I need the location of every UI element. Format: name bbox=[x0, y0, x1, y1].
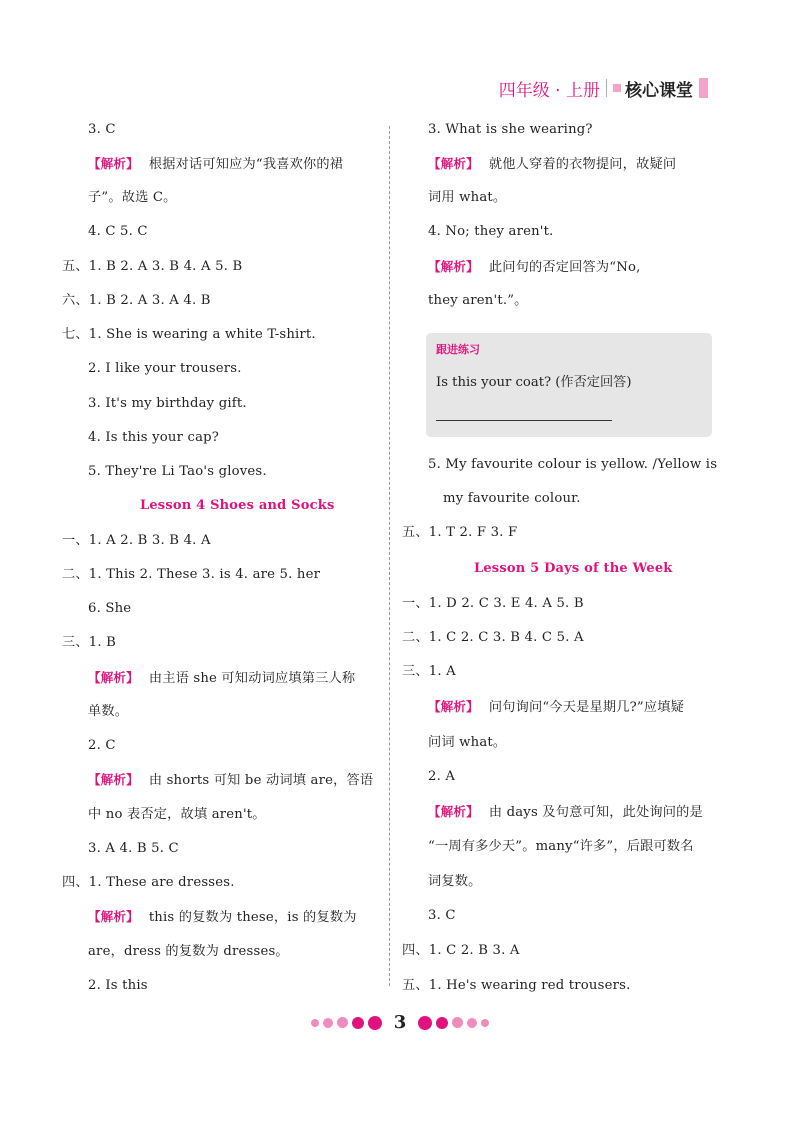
grade-label: 四年级 · 上册 bbox=[498, 80, 600, 101]
analysis-tag: 【解析】 bbox=[428, 699, 479, 714]
line-text: 一、1. D 2. C 3. E 4. A 5. B bbox=[402, 596, 584, 611]
dot-icon bbox=[311, 1019, 319, 1027]
line-text: 3. What is she wearing? bbox=[428, 122, 593, 137]
line-text: 七、1. She is wearing a white T-shirt. bbox=[62, 327, 316, 342]
dot-icon bbox=[368, 1016, 382, 1030]
answer-line bbox=[428, 837, 694, 857]
line-text: 词用 what。 bbox=[428, 190, 507, 205]
answer-line bbox=[88, 120, 116, 140]
practice-question: Is this your coat? (作否定回答) bbox=[436, 375, 632, 390]
analysis-line bbox=[88, 154, 343, 175]
analysis-line bbox=[428, 154, 676, 175]
dot-icon bbox=[323, 1018, 333, 1028]
line-text: 由 days 及句意可知，此处询问的是 bbox=[488, 805, 703, 820]
line-text: 4. Is this your cap? bbox=[88, 430, 220, 445]
analysis-line bbox=[428, 257, 641, 278]
line-text: 六、1. B 2. A 3. A 4. B bbox=[62, 293, 211, 308]
line-text: 三、1. B bbox=[62, 635, 117, 650]
header-accent-bar bbox=[699, 78, 708, 98]
line-text: 5. My favourite colour is yellow. /Yellow is bbox=[428, 457, 718, 472]
line-text: 五、1. B 2. A 3. B 4. A 5. B bbox=[62, 259, 243, 274]
line-text: 3. A 4. B 5. C bbox=[88, 841, 179, 856]
line-text: 四、1. These are dresses. bbox=[62, 875, 235, 890]
line-text: 2. I like your trousers. bbox=[88, 361, 242, 376]
answer-line bbox=[62, 565, 320, 585]
line-text: 单数。 bbox=[88, 704, 129, 719]
dot-icon bbox=[337, 1017, 348, 1028]
answer-line bbox=[402, 941, 520, 961]
answer-line bbox=[62, 325, 316, 345]
analysis-tag: 【解析】 bbox=[88, 156, 139, 171]
answer-line bbox=[88, 736, 116, 756]
line-text: 词复数。 bbox=[428, 874, 482, 889]
dot-icon bbox=[418, 1016, 432, 1030]
answer-line bbox=[428, 222, 554, 242]
line-text: my favourite colour. bbox=[443, 491, 581, 506]
answer-line bbox=[62, 531, 211, 551]
answer-line bbox=[88, 599, 131, 619]
answer-line bbox=[88, 359, 242, 379]
answer-line bbox=[62, 633, 116, 653]
line-text: are，dress 的复数为 dresses。 bbox=[88, 944, 289, 959]
line-text: 问词 what。 bbox=[428, 735, 507, 750]
line-text: 由主语 she 可知动词应填第三人称 bbox=[148, 671, 356, 686]
answer-line bbox=[88, 222, 148, 242]
analysis-tag: 【解析】 bbox=[88, 909, 139, 924]
answer-line bbox=[402, 523, 517, 543]
analysis-tag: 【解析】 bbox=[428, 804, 479, 819]
answer-line bbox=[428, 455, 717, 475]
answer-line bbox=[62, 873, 235, 893]
line-text: 就他人穿着的衣物提问，故疑问 bbox=[488, 157, 677, 172]
line-text: 此问句的否定回答为“No, bbox=[488, 260, 641, 275]
square-bullet-icon bbox=[613, 84, 621, 92]
column-divider bbox=[389, 126, 390, 986]
dot-icon bbox=[481, 1019, 489, 1027]
answer-line bbox=[402, 628, 584, 648]
answer-line bbox=[402, 594, 584, 614]
answer-line bbox=[88, 805, 266, 825]
header-separator bbox=[606, 79, 607, 97]
analysis-line bbox=[428, 802, 703, 823]
lesson-title: Lesson 5 Days of the Week bbox=[474, 561, 673, 576]
line-text: this 的复数为 these，is 的复数为 bbox=[148, 910, 357, 925]
line-text: they aren't.”。 bbox=[428, 293, 528, 308]
lesson-heading bbox=[474, 559, 673, 579]
line-text: 二、1. C 2. C 3. B 4. C 5. A bbox=[402, 630, 584, 645]
answer-line bbox=[402, 976, 630, 996]
answer-line bbox=[88, 839, 179, 859]
answer-line bbox=[88, 462, 267, 482]
analysis-line bbox=[88, 668, 355, 689]
analysis-line bbox=[428, 697, 684, 718]
answer-line bbox=[88, 702, 128, 722]
answer-line bbox=[428, 906, 456, 926]
line-text: 5. They're Li Tao's gloves. bbox=[88, 464, 267, 479]
dot-icon bbox=[436, 1017, 448, 1029]
line-text: 3. C bbox=[428, 908, 456, 923]
practice-box bbox=[426, 333, 712, 437]
dot-icon bbox=[467, 1018, 477, 1028]
answer-line bbox=[62, 291, 211, 311]
lesson-heading bbox=[140, 496, 335, 516]
line-text: 二、1. This 2. These 3. is 4. are 5. her bbox=[62, 567, 321, 582]
answer-line bbox=[428, 733, 506, 753]
answer-line bbox=[88, 188, 177, 208]
line-text: 问句询问“今天是星期几?”应填疑 bbox=[488, 700, 685, 715]
answer-line bbox=[428, 188, 506, 208]
practice-title: 跟进练习 bbox=[436, 343, 480, 356]
answer-line bbox=[88, 976, 148, 996]
line-text: 4. No; they aren't. bbox=[428, 224, 554, 239]
analysis-tag: 【解析】 bbox=[88, 670, 139, 685]
line-text: 6. She bbox=[88, 601, 132, 616]
line-text: 根据对话可知应为“我喜欢你的裙 bbox=[148, 157, 344, 172]
answer-line bbox=[88, 942, 289, 962]
answer-line bbox=[428, 767, 455, 787]
line-text: 一、1. A 2. B 3. B 4. A bbox=[62, 533, 211, 548]
page-header bbox=[499, 74, 708, 102]
line-text: 由 shorts 可知 be 动词填 are，答语 bbox=[148, 773, 374, 788]
lesson-title: Lesson 4 Shoes and Socks bbox=[140, 498, 335, 513]
line-text: 3. It's my birthday gift. bbox=[88, 396, 247, 411]
answer-line bbox=[88, 428, 219, 448]
answer-line bbox=[443, 489, 581, 509]
page-footer bbox=[0, 1012, 800, 1033]
answer-line[interactable] bbox=[436, 420, 612, 421]
dot-icon bbox=[452, 1017, 463, 1028]
analysis-line bbox=[88, 770, 373, 791]
answer-line bbox=[88, 394, 247, 414]
analysis-tag: 【解析】 bbox=[428, 259, 479, 274]
page-number: 3 bbox=[393, 1012, 407, 1033]
line-text: 五、1. He's wearing red trousers. bbox=[402, 978, 631, 993]
line-text: 子”。故选 C。 bbox=[88, 190, 177, 205]
line-text: 4. C 5. C bbox=[88, 224, 148, 239]
answer-line bbox=[62, 257, 242, 277]
line-text: 四、1. C 2. B 3. A bbox=[402, 943, 520, 958]
line-text: 三、1. A bbox=[402, 664, 456, 679]
line-text: 2. A bbox=[428, 769, 456, 784]
answer-line bbox=[428, 120, 593, 140]
analysis-line bbox=[88, 907, 357, 928]
section-title: 核心课堂 bbox=[625, 80, 693, 101]
answer-line bbox=[402, 662, 456, 682]
line-text: 中 no 表否定，故填 aren't。 bbox=[88, 807, 266, 822]
line-text: 2. C bbox=[88, 738, 116, 753]
line-text: “一周有多少天”。many“许多”，后跟可数名 bbox=[428, 839, 694, 854]
analysis-tag: 【解析】 bbox=[88, 772, 139, 787]
analysis-tag: 【解析】 bbox=[428, 156, 479, 171]
line-text: 2. Is this bbox=[88, 978, 148, 993]
line-text: 五、1. T 2. F 3. F bbox=[402, 525, 518, 540]
answer-line bbox=[428, 872, 482, 892]
answer-line bbox=[428, 291, 528, 311]
line-text: 3. C bbox=[88, 122, 116, 137]
dot-icon bbox=[352, 1017, 364, 1029]
